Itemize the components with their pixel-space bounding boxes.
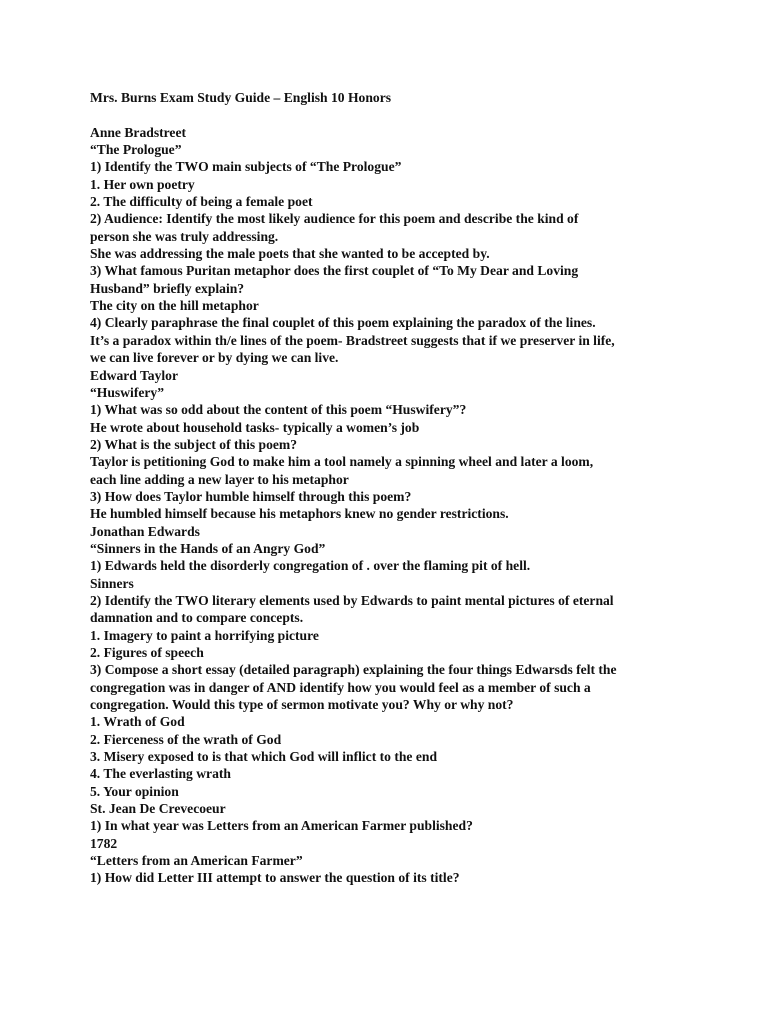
sermon-title: “Sinners in the Hands of an Angry God” (90, 540, 326, 556)
answer: Taylor is petitioning God to make him a tool namely a spinning wheel and later a loom, (90, 454, 594, 470)
blank-line (90, 106, 730, 123)
question: 2) Audience: Identify the most likely audience for this poem and describe the kind of (90, 211, 579, 227)
section-heading-jonathan-edwards: Jonathan Edwards (90, 523, 200, 539)
answer: She was addressing the male poets that she wanted to be accepted by. (90, 246, 490, 262)
answer: Sinners (90, 575, 134, 591)
answer: 2. The difficulty of being a female poet (90, 194, 313, 210)
answer: 3. Misery exposed to is that which God will inflict to the end (90, 749, 438, 765)
answer: 1782 (90, 835, 118, 851)
poem-title: “The Prologue” (90, 142, 182, 158)
document-title: Mrs. Burns Exam Study Guide – English 10 Honors (90, 90, 392, 105)
answer: 5. Your opinion (90, 783, 179, 799)
answer: 2. Fierceness of the wrath of God (90, 731, 282, 747)
question: 2) Identify the TWO literary elements used by Edwards to paint mental pictures of eternal (90, 592, 614, 608)
section-heading-edward-taylor: Edward Taylor (90, 367, 179, 383)
work-title: “Letters from an American Farmer” (90, 853, 303, 869)
answer: It’s a paradox within th/e lines of the poem- Bradstreet suggests that if we preserver in life, (90, 332, 615, 348)
question: 1) What was so odd about the content of this poem “Huswifery”? (90, 402, 467, 418)
question: 3) How does Taylor humble himself through this poem? (90, 488, 412, 504)
answer: we can live forever or by dying we can live. (90, 350, 339, 366)
answer: The city on the hill metaphor (90, 298, 259, 314)
question: 3) Compose a short essay (detailed paragraph) explaining the four things Edwarsds felt the (90, 662, 617, 678)
question: 3) What famous Puritan metaphor does the first couplet of “To My Dear and Loving (90, 263, 579, 279)
question: congregation. Would this type of sermon motivate you? Why or why not? (90, 697, 514, 713)
answer: 1. Wrath of God (90, 714, 185, 730)
answer: He wrote about household tasks- typically a women’s job (90, 419, 420, 435)
poem-title: “Huswifery” (90, 384, 165, 400)
answer: 4. The everlasting wrath (90, 766, 231, 782)
question: 4) Clearly paraphrase the final couplet of this poem explaining the paradox of the lines. (90, 315, 596, 331)
answer: each line adding a new layer to his metaphor (90, 471, 349, 487)
question: 1) How did Letter III attempt to answer the question of its title? (90, 870, 460, 886)
question: 2) What is the subject of this poem? (90, 436, 298, 452)
answer: He humbled himself because his metaphors knew no gender restrictions. (90, 506, 509, 522)
question: 1) Edwards held the disorderly congregation of . over the flaming pit of hell. (90, 558, 531, 574)
question: Husband” briefly explain? (90, 280, 245, 296)
study-guide-document (90, 89, 730, 887)
question: 1) In what year was Letters from an American Farmer published? (90, 818, 473, 834)
answer: 1. Imagery to paint a horrifying picture (90, 627, 319, 643)
answer: 2. Figures of speech (90, 645, 204, 660)
question: 1) Identify the TWO main subjects of “The Prologue” (90, 159, 402, 175)
section-heading-crevecoeur: St. Jean De Crevecoeur (90, 801, 226, 817)
question: damnation and to compare concepts. (90, 610, 304, 626)
answer: 1. Her own poetry (90, 176, 195, 192)
question: congregation was in danger of AND identify how you would feel as a member of such a (90, 679, 591, 695)
section-heading-anne-bradstreet: Anne Bradstreet (90, 124, 187, 140)
question: person she was truly addressing. (90, 228, 279, 244)
